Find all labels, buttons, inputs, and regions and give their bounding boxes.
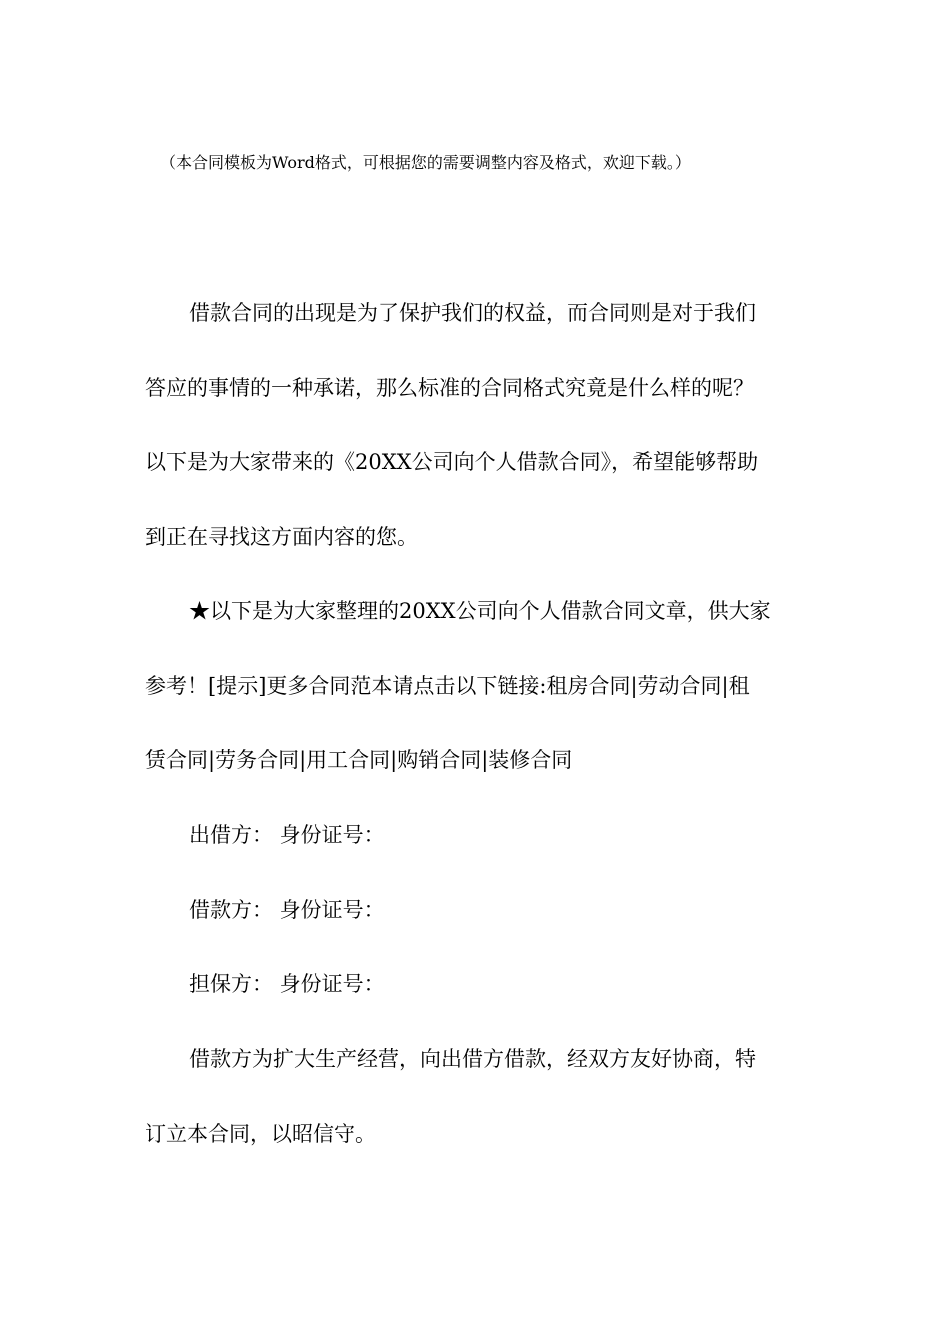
notice-line-2: 参考！[提示]更多合同范本请点击以下链接:租房合同|劳动合同|租 xyxy=(145,673,750,698)
purpose-line-2: 订立本合同，以昭信守。 xyxy=(145,1121,376,1146)
intro-line-2: 答应的事情的一种承诺，那么标准的合同格式究竟是什么样的呢？ xyxy=(145,375,754,400)
purpose-paragraph xyxy=(145,1022,810,1171)
intro-line-1: 借款合同的出现是为了保护我们的权益，而合同则是对于我们 xyxy=(189,301,756,325)
intro-line-4: 到正在寻找这方面内容的您。 xyxy=(145,524,418,549)
notice-line-3: 赁合同|劳务合同|用工合同|购销合同|装修合同 xyxy=(145,748,573,772)
intro-paragraph xyxy=(145,276,810,574)
guarantor-line: 担保方： 身份证号： xyxy=(189,972,385,996)
parties-block xyxy=(145,798,810,1022)
purpose-line-1: 借款方为扩大生产经营，向出借方借款，经双方友好协商，特 xyxy=(189,1047,756,1071)
notice-paragraph xyxy=(145,574,810,798)
template-note: （本合同模板为Word格式，可根据您的需要调整内容及格式，欢迎下载。） xyxy=(160,153,691,172)
intro-line-3: 以下是为大家带来的《20XX公司向个人借款合同》，希望能够帮助 xyxy=(145,450,759,474)
notice-line-1: ★以下是为大家整理的20XX公司向个人借款合同文章，供大家 xyxy=(189,599,771,623)
borrower-line: 借款方： 身份证号： xyxy=(189,897,385,922)
lender-line: 出借方： 身份证号： xyxy=(189,823,385,847)
